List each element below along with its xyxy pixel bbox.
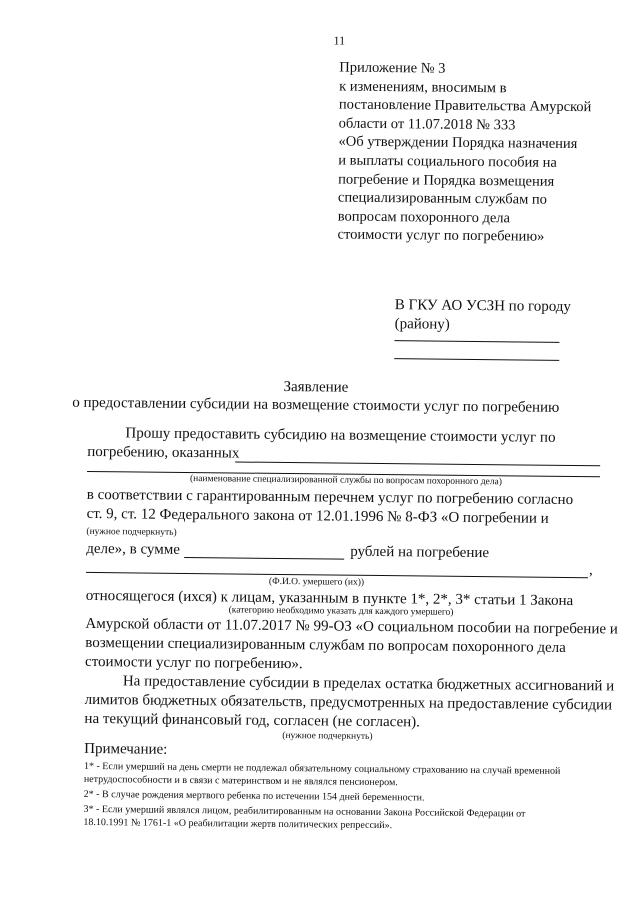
paragraph-line: На предоставление субсидии в пределах остатка бюджетных ассигнований и (122, 673, 615, 695)
hint-category: (категорию необходимо указать для каждого умершего) (228, 605, 454, 618)
paragraph-line: возмещении специализированным службам по вопросам похоронного дела (85, 634, 566, 656)
paragraph-line: Амурской области от 11.07.2017 № 99-ОЗ «О социальном пособии на погребение и (85, 615, 618, 638)
recipient-line: (району) (394, 316, 450, 333)
annex-line: к изменениям, вносимым в (339, 78, 507, 96)
annex-line: погребение и Порядка возмещения (338, 171, 555, 190)
annex-line: «Об утверждении Порядка назначения (338, 133, 578, 153)
annex-line: и выплаты социального пособия на (338, 152, 557, 171)
paragraph-line: относящегося (ихся) к лицам, указанным в пункте 1*, 2*, 3* статьи 1 Закона (85, 587, 574, 610)
form-subtitle: о предоставлении субсидии на возмещение стоимости услуг по погребению (72, 394, 560, 416)
note-line: 1* - Если умерший на день смерти не подлежал обязательному социальному страхованию на случай временной (83, 760, 561, 777)
paragraph-line: погребению, оказанных (87, 443, 240, 462)
recipient-line: В ГКУ АО УСЗН по городу (394, 297, 572, 315)
paragraph-line: ст. 9, ст. 12 Федерального закона от 12.01.1996 № 8-ФЗ «О погребении и (86, 505, 549, 527)
page-number: 11 (333, 33, 346, 48)
amount-blank[interactable] (184, 557, 344, 560)
recipient-blank-line[interactable] (394, 358, 559, 361)
service-name-blank[interactable] (235, 461, 600, 466)
annex-line: постановление Правительства Амурской (338, 96, 592, 116)
note-line: 2* - В случае рождения мертвого ребенка по истечении 154 дней беременности. (83, 788, 425, 804)
annex-block (337, 59, 591, 248)
annex-line: Приложение № 3 (339, 59, 446, 77)
form-title: Заявление (283, 378, 349, 396)
paragraph-line: лимитов бюджетных обязательств, предусмотренных на предоставление субсидии (84, 691, 613, 714)
comma: , (588, 562, 593, 579)
notes-heading: Примечание: (84, 740, 168, 758)
recipient-block (395, 296, 572, 336)
annex-line: специализированным службам по (337, 189, 548, 208)
hint-underline: (нужное подчеркнуть) (282, 730, 373, 742)
note-line: 3* - Если умерший являлся лицом, реабилитированным на основании Закона Российской Федерации от (83, 803, 526, 820)
recipient-blank-line[interactable] (394, 340, 559, 343)
annex-line: стоимости услуг по погребению» (337, 226, 545, 246)
paragraph-line: на текущий финансовый год, согласен (не согласен). (84, 710, 421, 731)
paragraph-line: рублей на погребение (350, 543, 490, 562)
annex-line: вопросам похоронного дела (337, 208, 511, 227)
note-line: нетрудоспособности и в связи с материнством и не являлся пенсионером. (83, 773, 398, 789)
paragraph-line: в соответствии с гарантированным перечнем услуг по погребению согласно (86, 486, 574, 509)
hint-service: (наименование специализированной службы по вопросам похоронного дела) (189, 474, 502, 488)
hint-underline: (нужное подчеркнуть) (86, 526, 177, 538)
paragraph-line: стоимости услуг по погребению». (84, 653, 303, 673)
annex-line: области от 11.07.2018 № 333 (338, 115, 516, 134)
note-line: 18.10.1991 № 1761-1 «О реабилитации жертв политических репрессий». (83, 816, 393, 832)
paragraph-line: Прошу предоставить субсидию на возмещение стоимости услуг по (125, 425, 556, 446)
paragraph-line: деле», в сумме (86, 540, 181, 558)
hint-fio: (Ф.И.О. умершего (их)) (268, 576, 365, 588)
